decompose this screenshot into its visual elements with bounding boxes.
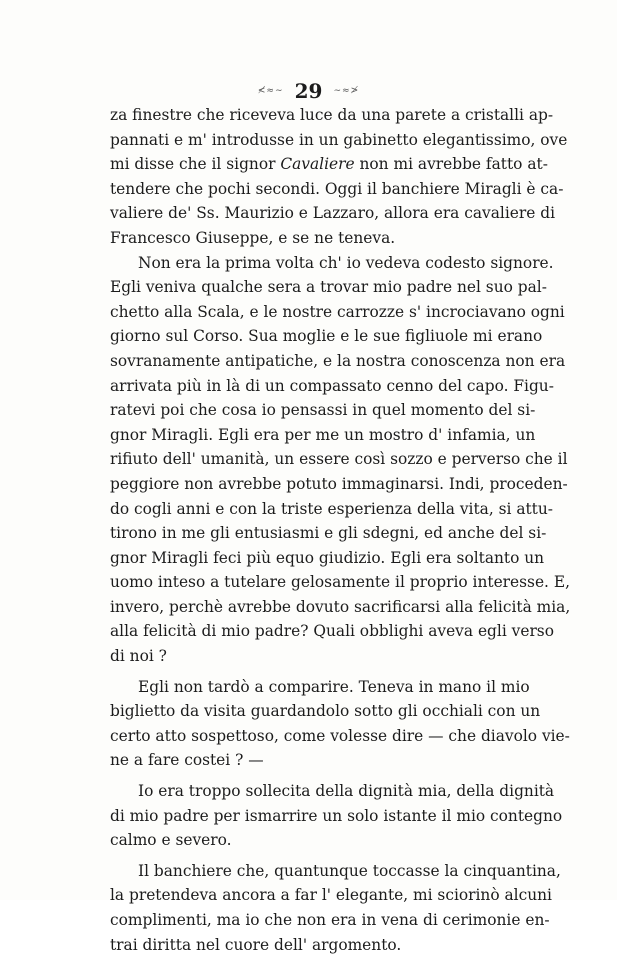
text-line: gnor Miragli. Egli era per me un mostro d' infamia, un [110, 425, 536, 444]
text-span: non mi avrebbe fatto at- [354, 155, 548, 174]
text-line: gnor Miragli feci più equo giudizio. Egli era soltanto un [110, 548, 545, 567]
paragraph-first-line: Il banchiere che, quantunque toccasse la cinquantina, [138, 861, 561, 880]
paragraph-first-line: Io era troppo sollecita della dignità mia, della dignità [138, 782, 555, 801]
text-line: di mio padre per ismarrire un solo istante il mio contegno [110, 806, 563, 825]
text-line: za finestre che riceveva luce da una parete a cristalli ap- [110, 106, 554, 124]
text-line: arrivata più in là di un compassato cenno del capo. Figu- [110, 376, 554, 395]
text-line: tendere che pochi secondi. Oggi il banchiere Miragli è ca- [110, 179, 564, 198]
right-ornament: ∼≈≯ [333, 86, 360, 96]
text-line: sovranamente antipatiche, e la nostra conoscenza non era [110, 351, 566, 370]
left-ornament: ≮≈∼ [257, 86, 284, 96]
text-line: uomo inteso a tutelare gelosamente il proprio interesse. E, [110, 573, 570, 592]
text-line: alla felicità di mio padre? Quali obblighi aveva egli verso [110, 622, 554, 641]
text-line: ratevi poi che cosa io pensassi in quel momento del si- [110, 401, 536, 420]
text-line: rifiuto dell' umanità, un essere così sozzo e perverso che il [110, 450, 568, 469]
text-line: trai diritta nel cuore dell' argomento. [110, 935, 402, 954]
paragraph-first-line: Egli non tardò a comparire. Teneva in mano il mio [138, 677, 530, 696]
text-line: Francesco Giuseppe, e se ne teneva. [110, 228, 396, 247]
text-line: giorno sul Corso. Sua moglie e le sue figliuole mi erano [110, 327, 543, 346]
body-text [110, 103, 571, 957]
text-line: Egli veniva qualche sera a trovar mio padre nel suo pal- [110, 278, 547, 297]
text-line: la pretendeva ancora a far l' elegante, mi sciorinò alcuni [110, 886, 552, 905]
text-line: biglietto da visita guardandolo sotto gli occhiali con un [110, 702, 541, 721]
text-line: peggiore non avrebbe potuto immaginarsi. Indi, proceden- [110, 474, 568, 493]
text-line: do cogli anni e con la triste esperienza della vita, si attu- [110, 499, 553, 518]
paragraph-first-line: Non era la prima volta ch' io vedeva codesto signore. [138, 253, 554, 272]
page-number: 29 [294, 79, 323, 103]
text-line: calmo e severo. [110, 831, 232, 850]
text-line: complimenti, ma io che non era in vena di cerimonie en- [110, 911, 550, 929]
text-span: mi disse che il signor [110, 155, 281, 174]
italic-word: Cavaliere [280, 155, 355, 174]
text-line: di noi ? [110, 647, 167, 666]
text-line: pannati e m' introdusse in un gabinetto elegantissimo, ove [110, 130, 568, 149]
text-line: ne a fare costei ? — [110, 751, 264, 770]
text-line: invero, perchè avrebbe dovuto sacrificarsi alla felicità mia, [110, 597, 571, 616]
text-line: valiere de' Ss. Maurizio e Lazzaro, allora era cavaliere di [110, 204, 555, 223]
text-line: tirono in me gli entusiasmi e gli sdegni, ed anche del si- [110, 524, 547, 543]
text-line: chetto alla Scala, e le nostre carrozze s' incrociavano ogni [110, 302, 565, 321]
text-line [110, 152, 548, 177]
text-line: certo atto sospettoso, come volesse dire — che diavolo vie- [110, 726, 570, 745]
